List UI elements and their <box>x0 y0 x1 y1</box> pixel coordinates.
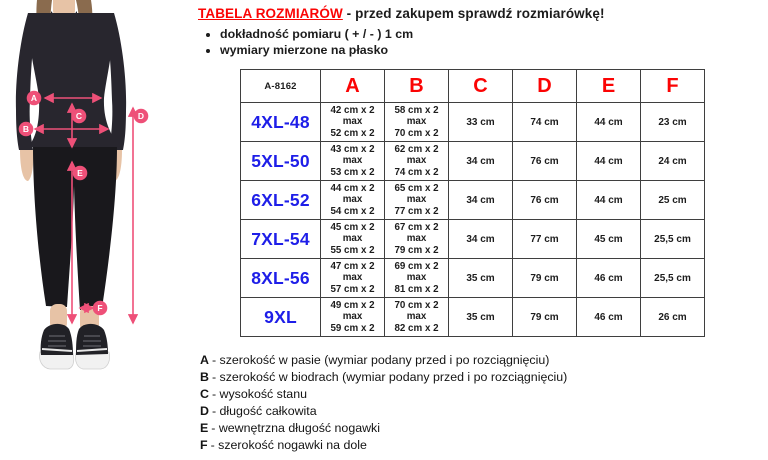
cell-c: 34 cm <box>449 181 513 220</box>
cell-e: 44 cm <box>577 181 641 220</box>
page-title-rest: - przed zakupem sprawdź rozmiarówkę! <box>342 6 605 21</box>
cell-a-line2: max <box>342 311 363 323</box>
cell-a-line1: 42 cm x 2 <box>330 104 375 116</box>
header-bullet-list <box>198 27 758 58</box>
cell-b-line3: 79 cm x 2 <box>394 244 439 256</box>
legend-line-c <box>200 386 640 403</box>
cell-f: 26 cm <box>641 298 705 337</box>
cell-b-line3: 74 cm x 2 <box>394 166 439 178</box>
cell-e: 46 cm <box>577 259 641 298</box>
cell-d: 79 cm <box>513 298 577 337</box>
column-header-c: C <box>449 70 513 103</box>
cell-b <box>385 220 449 259</box>
cell-b-line1: 58 cm x 2 <box>394 104 439 116</box>
cell-b-line1: 62 cm x 2 <box>394 143 439 155</box>
cell-a-line3: 54 cm x 2 <box>330 205 375 217</box>
column-header-e: E <box>577 70 641 103</box>
table-row <box>241 103 705 142</box>
model-body <box>16 0 126 369</box>
cell-b-line1: 67 cm x 2 <box>394 221 439 233</box>
cell-a <box>321 181 385 220</box>
cell-a <box>321 298 385 337</box>
cell-a-line3: 52 cm x 2 <box>330 127 375 139</box>
cell-b-line1: 65 cm x 2 <box>394 182 439 194</box>
cell-a-line3: 55 cm x 2 <box>330 244 375 256</box>
legend-letter: B <box>200 369 209 384</box>
cell-a <box>321 103 385 142</box>
cell-a-line1: 44 cm x 2 <box>330 182 375 194</box>
legend-desc: - długość całkowita <box>211 403 317 418</box>
cell-a-line1: 47 cm x 2 <box>330 260 375 272</box>
cell-c: 35 cm <box>449 259 513 298</box>
model-code-cell: A-8162 <box>241 70 321 103</box>
cell-e: 44 cm <box>577 103 641 142</box>
legend-desc: - szerokość nogawki na dole <box>210 437 367 452</box>
column-header-a: A <box>321 70 385 103</box>
marker-letter-e: E <box>77 168 83 178</box>
legend-letter: F <box>200 437 208 452</box>
header <box>198 6 758 59</box>
table-row <box>241 259 705 298</box>
legend-line-d <box>200 403 640 420</box>
cell-a-line1: 45 cm x 2 <box>330 221 375 233</box>
cell-a <box>321 259 385 298</box>
model-hand-left <box>20 150 33 181</box>
size-cell: 8XL-56 <box>241 259 321 298</box>
table-row <box>241 142 705 181</box>
cell-d: 74 cm <box>513 103 577 142</box>
cell-b-line2: max <box>406 233 427 245</box>
legend-line-a <box>200 352 640 369</box>
cell-f: 23 cm <box>641 103 705 142</box>
cell-a-line1: 43 cm x 2 <box>330 143 375 155</box>
marker-letter-f: F <box>97 303 103 313</box>
table-header-row <box>241 70 705 103</box>
cell-b <box>385 298 449 337</box>
cell-a-line1: 49 cm x 2 <box>330 299 375 311</box>
cell-a-line3: 57 cm x 2 <box>330 283 375 295</box>
column-header-b: B <box>385 70 449 103</box>
size-cell: 5XL-50 <box>241 142 321 181</box>
cell-c: 34 cm <box>449 142 513 181</box>
legend-line-b <box>200 369 640 386</box>
marker-letter-b: B <box>22 124 30 134</box>
size-cell: 9XL <box>241 298 321 337</box>
cell-f: 24 cm <box>641 142 705 181</box>
cell-b <box>385 259 449 298</box>
cell-d: 76 cm <box>513 181 577 220</box>
cell-c: 33 cm <box>449 103 513 142</box>
marker-letter-a: A <box>30 93 38 103</box>
header-bullet-2: • wymiary mierzone na płasko <box>220 43 758 58</box>
cell-b-line3: 81 cm x 2 <box>394 283 439 295</box>
table-row <box>241 220 705 259</box>
cell-b-line1: 69 cm x 2 <box>394 260 439 272</box>
cell-f: 25,5 cm <box>641 220 705 259</box>
cell-e: 46 cm <box>577 298 641 337</box>
table-row <box>241 298 705 337</box>
legend-desc: - szerokość w biodrach (wymiar podany przed i po rozciągnięciu) <box>211 369 568 384</box>
size-cell: 4XL-48 <box>241 103 321 142</box>
model-measurement-illustration <box>0 0 200 380</box>
cell-f: 25 cm <box>641 181 705 220</box>
legend-desc: - szerokość w pasie (wymiar podany przed i po rozciągnięciu) <box>211 353 550 367</box>
cell-b <box>385 103 449 142</box>
measurement-legend <box>200 352 640 453</box>
column-header-f: F <box>641 70 705 103</box>
cell-b-line2: max <box>406 155 427 167</box>
cell-b-line2: max <box>406 311 427 323</box>
cell-a-line3: 53 cm x 2 <box>330 166 375 178</box>
page-title <box>198 6 758 21</box>
legend-letter: A <box>200 353 209 367</box>
size-table <box>240 69 705 337</box>
cell-b-line3: 82 cm x 2 <box>394 322 439 334</box>
table-row <box>241 181 705 220</box>
cell-b-line2: max <box>406 272 427 284</box>
cell-c: 35 cm <box>449 298 513 337</box>
cell-a <box>321 142 385 181</box>
cell-b-line1: 70 cm x 2 <box>394 299 439 311</box>
legend-letter: D <box>200 403 209 418</box>
legend-letter: C <box>200 386 209 401</box>
cell-b <box>385 181 449 220</box>
cell-a <box>321 220 385 259</box>
cell-b <box>385 142 449 181</box>
marker-letter-c: C <box>75 111 83 121</box>
model-photo <box>0 0 200 380</box>
header-bullet-1: • dokładność pomiaru ( + / - ) 1 cm <box>220 27 758 42</box>
sweater-torso <box>28 13 121 147</box>
cell-e: 45 cm <box>577 220 641 259</box>
cell-a-line2: max <box>342 116 363 128</box>
cell-a-line2: max <box>342 233 363 245</box>
marker-letter-d: D <box>137 111 145 121</box>
column-header-d: D <box>513 70 577 103</box>
cell-a-line2: max <box>342 155 363 167</box>
cell-f: 25,5 cm <box>641 259 705 298</box>
cell-c: 34 cm <box>449 220 513 259</box>
cell-d: 79 cm <box>513 259 577 298</box>
cell-d: 77 cm <box>513 220 577 259</box>
cell-a-line3: 59 cm x 2 <box>330 322 375 334</box>
cell-d: 76 cm <box>513 142 577 181</box>
page-title-highlight: TABELA ROZMIARÓW <box>198 6 343 21</box>
legend-line-e <box>200 420 640 437</box>
legend-line-f <box>200 437 640 454</box>
legend-letter: E <box>200 420 209 435</box>
cell-b-line3: 70 cm x 2 <box>394 127 439 139</box>
cell-b-line2: max <box>406 116 427 128</box>
size-cell: 7XL-54 <box>241 220 321 259</box>
legend-desc: - wewnętrzna długość nogawki <box>211 420 381 435</box>
size-cell: 6XL-52 <box>241 181 321 220</box>
cell-e: 44 cm <box>577 142 641 181</box>
cell-b-line3: 77 cm x 2 <box>394 205 439 217</box>
cell-a-line2: max <box>342 194 363 206</box>
cell-b-line2: max <box>406 194 427 206</box>
legend-desc: - wysokość stanu <box>211 386 307 401</box>
cell-a-line2: max <box>342 272 363 284</box>
